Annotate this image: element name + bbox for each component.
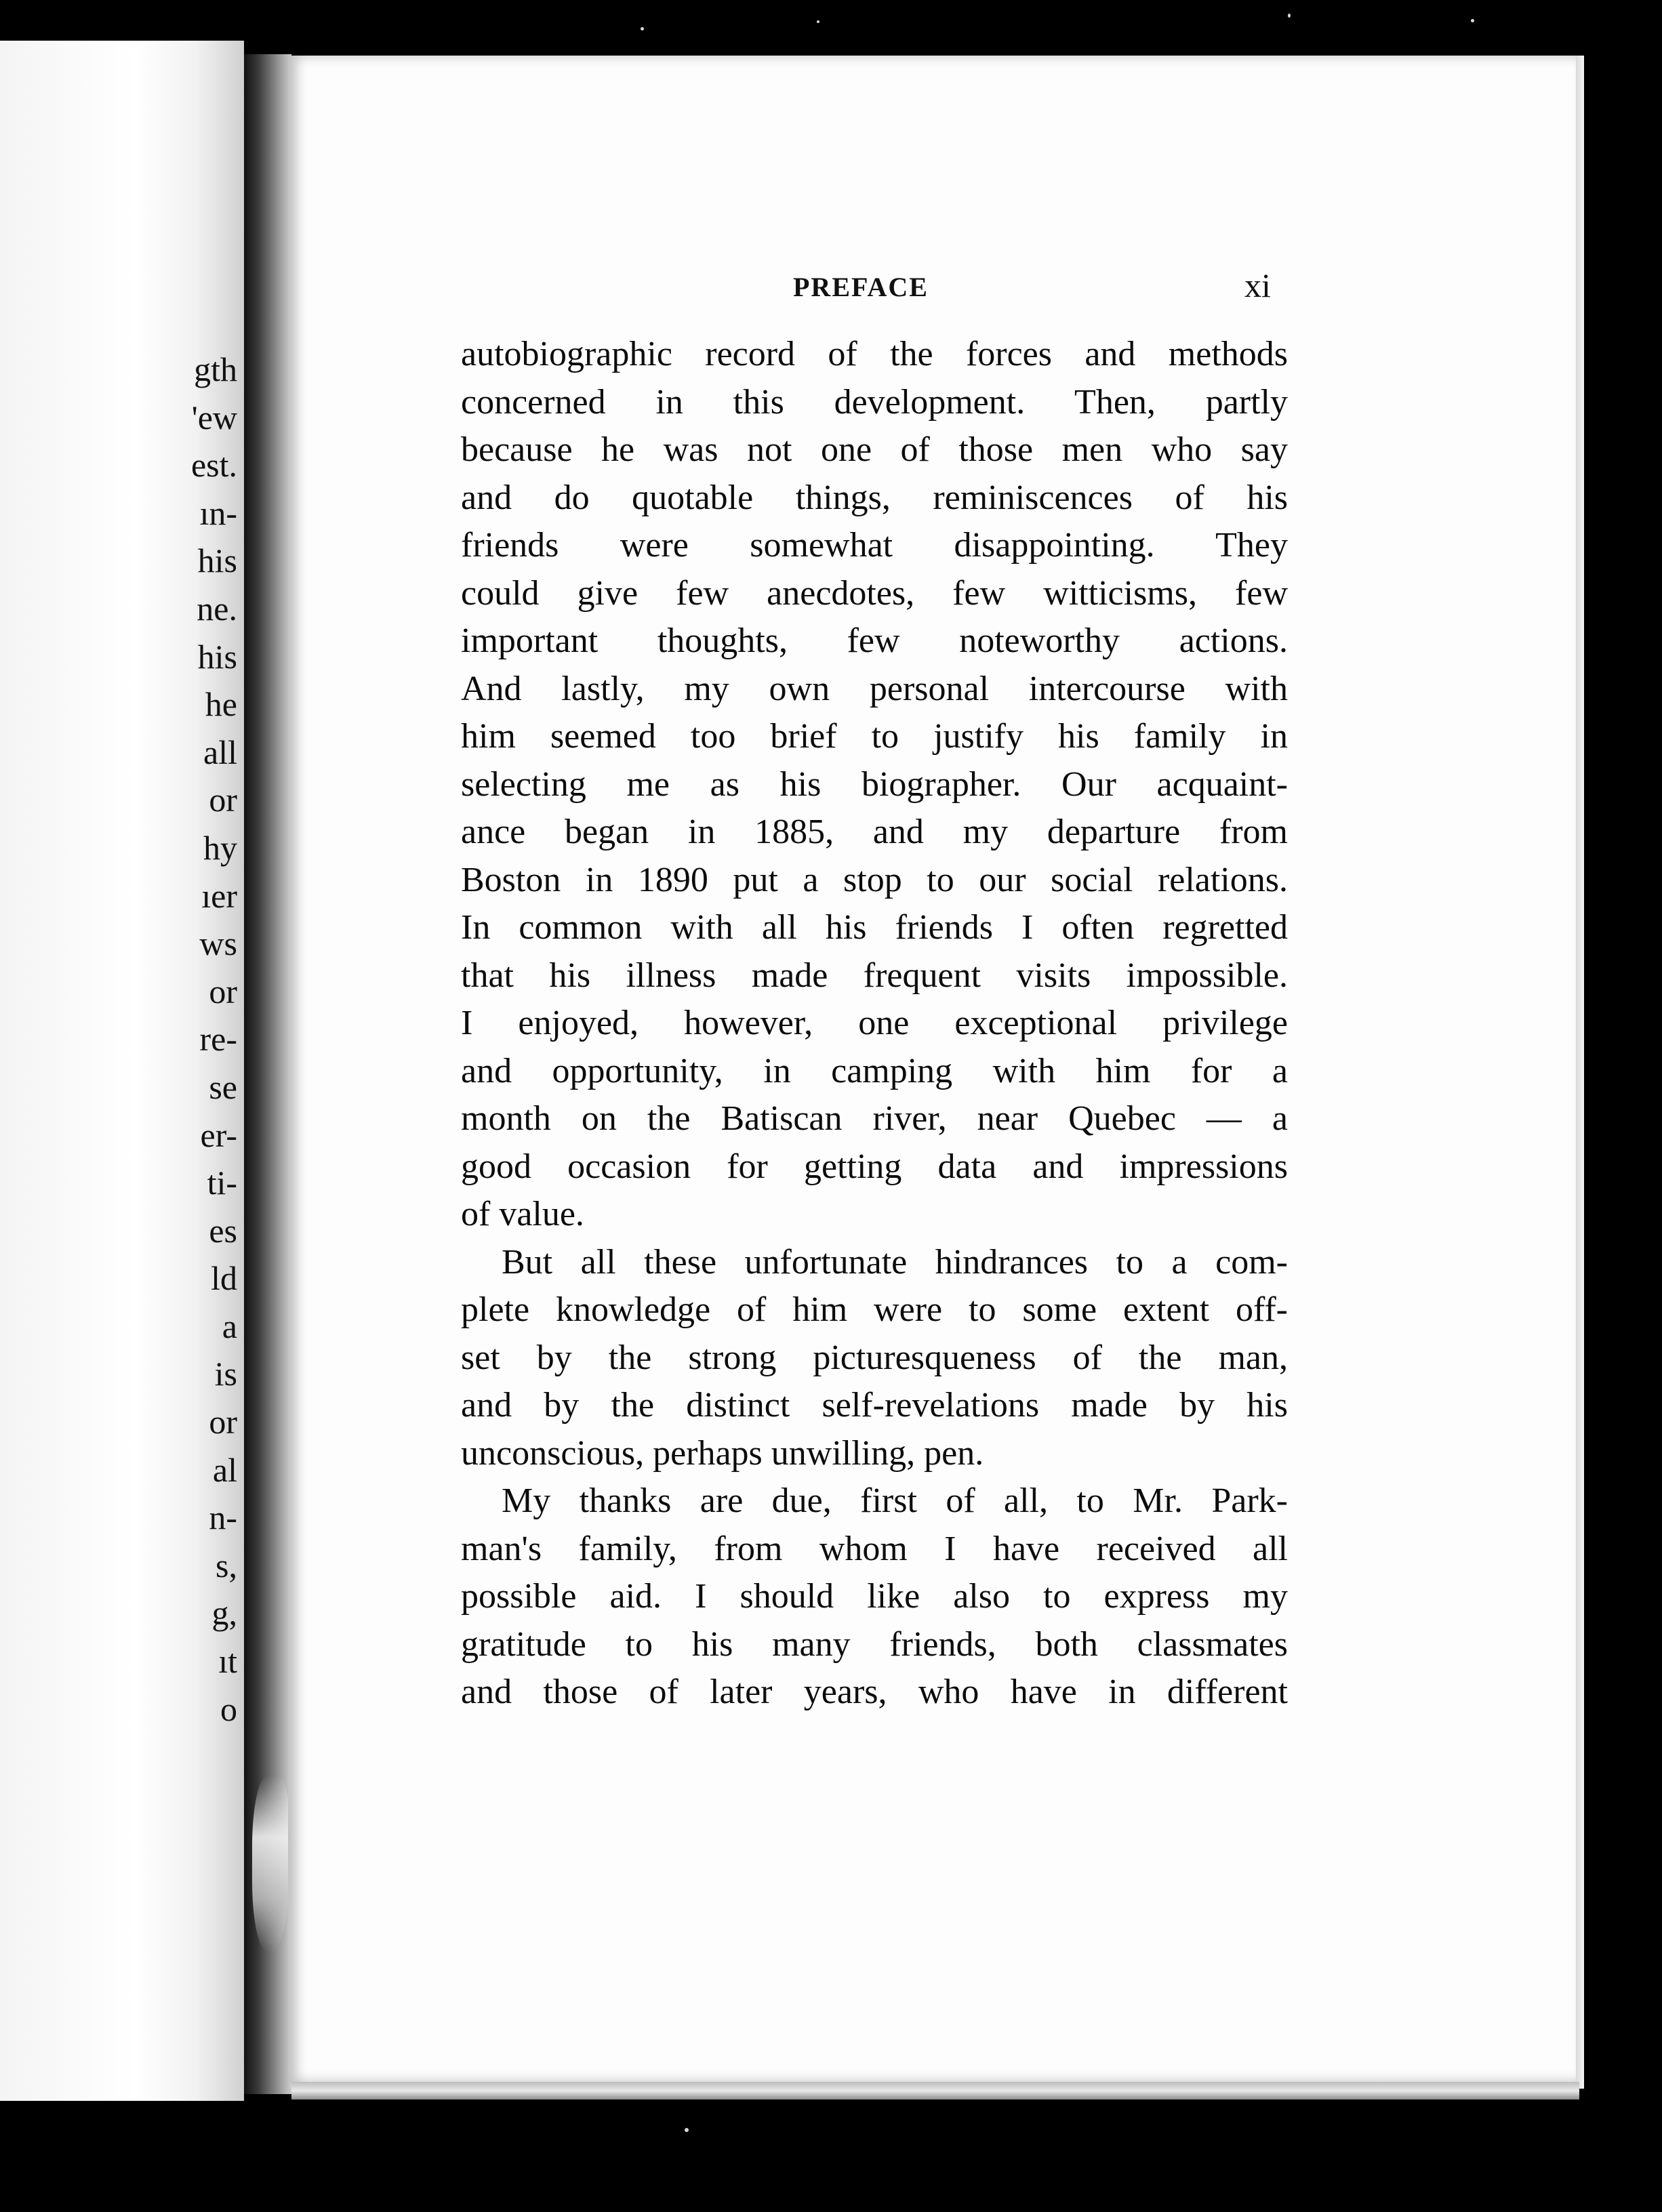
left-page-line-fragment: o xyxy=(220,1689,237,1728)
left-page-line-fragment: his xyxy=(197,541,237,580)
left-page-line-fragment: ti- xyxy=(207,1164,237,1202)
text-line: My thanks are due, first of all, to Mr. Park- xyxy=(502,1481,1288,1520)
left-page-line-fragment: a xyxy=(222,1307,237,1345)
left-page-line-fragment: 'ew xyxy=(191,398,237,436)
text-line: unconscious, perhaps unwilling, pen. xyxy=(461,1433,984,1473)
left-page-line-fragment: ne. xyxy=(197,589,237,628)
text-line: month on the Batiscan river, near Quebec — a xyxy=(461,1099,1288,1138)
text-line: selecting me as his biographer. Our acquaint- xyxy=(461,764,1288,804)
left-page-line-fragment: er- xyxy=(200,1115,237,1154)
text-line: In common with all his friends I often regretted xyxy=(461,908,1288,947)
text-line: that his illness made frequent visits impossible. xyxy=(461,956,1288,995)
dust-speck xyxy=(685,2128,689,2132)
paragraph xyxy=(461,1477,1288,1717)
left-page-line-fragment: ıt xyxy=(218,1642,237,1681)
text-line: good occasion for getting data and impressions xyxy=(461,1147,1288,1186)
left-page-line-fragment: re- xyxy=(199,1020,237,1059)
paragraph xyxy=(461,1239,1288,1478)
left-page-line-fragment: his xyxy=(197,637,237,676)
left-page-line-fragment: ın- xyxy=(199,493,237,532)
text-line: and those of later years, who have in different xyxy=(461,1673,1288,1711)
text-line: Boston in 1890 put a stop to our social relations. xyxy=(461,860,1288,899)
dust-speck xyxy=(1471,19,1474,22)
text-line: I enjoyed, however, one exceptional privilege xyxy=(461,1004,1288,1042)
left-page-line-fragment: hy xyxy=(203,828,237,867)
left-page-line-fragment: n- xyxy=(209,1498,237,1537)
left-page-line-fragment: es xyxy=(209,1211,237,1250)
running-head: PREFACE xyxy=(793,272,929,302)
dust-speck xyxy=(1288,14,1291,18)
text-line: But all these unfortunate hindrances to a com- xyxy=(502,1242,1288,1282)
text-line: friends were somewhat disappointing. They xyxy=(461,526,1288,565)
left-page-text-fragments xyxy=(191,346,237,1733)
text-line: gratitude to his many friends, both classmates xyxy=(461,1624,1288,1664)
left-page-line-fragment: ld xyxy=(211,1259,237,1298)
text-line: important thoughts, few noteworthy actions. xyxy=(461,621,1288,660)
left-page-line-fragment: he xyxy=(205,685,237,724)
text-line: And lastly, my own personal intercourse with xyxy=(461,669,1288,708)
text-line: man's family, from whom I have received all xyxy=(461,1529,1288,1568)
text-line: autobiographic record of the forces and methods xyxy=(461,335,1288,373)
dust-speck xyxy=(817,20,819,23)
left-page-line-fragment: is xyxy=(214,1355,237,1393)
text-line: and by the distinct self-revelations made by his xyxy=(461,1386,1288,1425)
left-page-line-fragment: all xyxy=(203,733,237,771)
left-page-line-fragment: gth xyxy=(194,350,237,388)
text-line: because he was not one of those men who say xyxy=(461,430,1288,469)
left-page-line-fragment: or xyxy=(209,1403,237,1441)
text-line: possible aid. I should like also to express my xyxy=(461,1577,1288,1616)
left-page-line-fragment: s, xyxy=(216,1546,237,1584)
left-page-line-fragment: est. xyxy=(190,446,237,485)
left-page-line-fragment: ıer xyxy=(201,876,237,915)
page-number: xi xyxy=(1244,266,1271,304)
left-page-line-fragment: al xyxy=(212,1450,237,1489)
left-page-line-fragment: ws xyxy=(199,924,237,963)
gutter-paper-tear xyxy=(252,1776,290,1952)
text-line: set by the strong picturesqueness of the man, xyxy=(461,1338,1288,1377)
text-line: of value. xyxy=(461,1195,584,1233)
page-edge-bottom xyxy=(291,2082,1579,2100)
left-page-line-fragment: or xyxy=(209,972,237,1010)
left-page-line-fragment: or xyxy=(209,781,237,819)
left-page xyxy=(0,41,244,2101)
text-line: and opportunity, in camping with him for a xyxy=(461,1051,1288,1090)
left-page-line-fragment: se xyxy=(209,1067,237,1106)
text-line: could give few anecdotes, few witticisms, few xyxy=(461,573,1288,613)
left-page-line-fragment: g, xyxy=(211,1594,237,1633)
dust-speck xyxy=(641,27,644,30)
paragraph xyxy=(461,331,1288,1239)
text-line: him seemed too brief to justify his family in xyxy=(461,717,1288,756)
text-line: ance began in 1885, and my departure from xyxy=(461,813,1288,851)
text-line: and do quotable things, reminiscences of his xyxy=(461,478,1288,517)
text-line: concerned in this development. Then, partly xyxy=(461,382,1288,422)
body-text xyxy=(461,331,1288,1717)
text-line: plete knowledge of him were to some extent off- xyxy=(461,1290,1288,1329)
page-edge-right xyxy=(1576,56,1584,2089)
